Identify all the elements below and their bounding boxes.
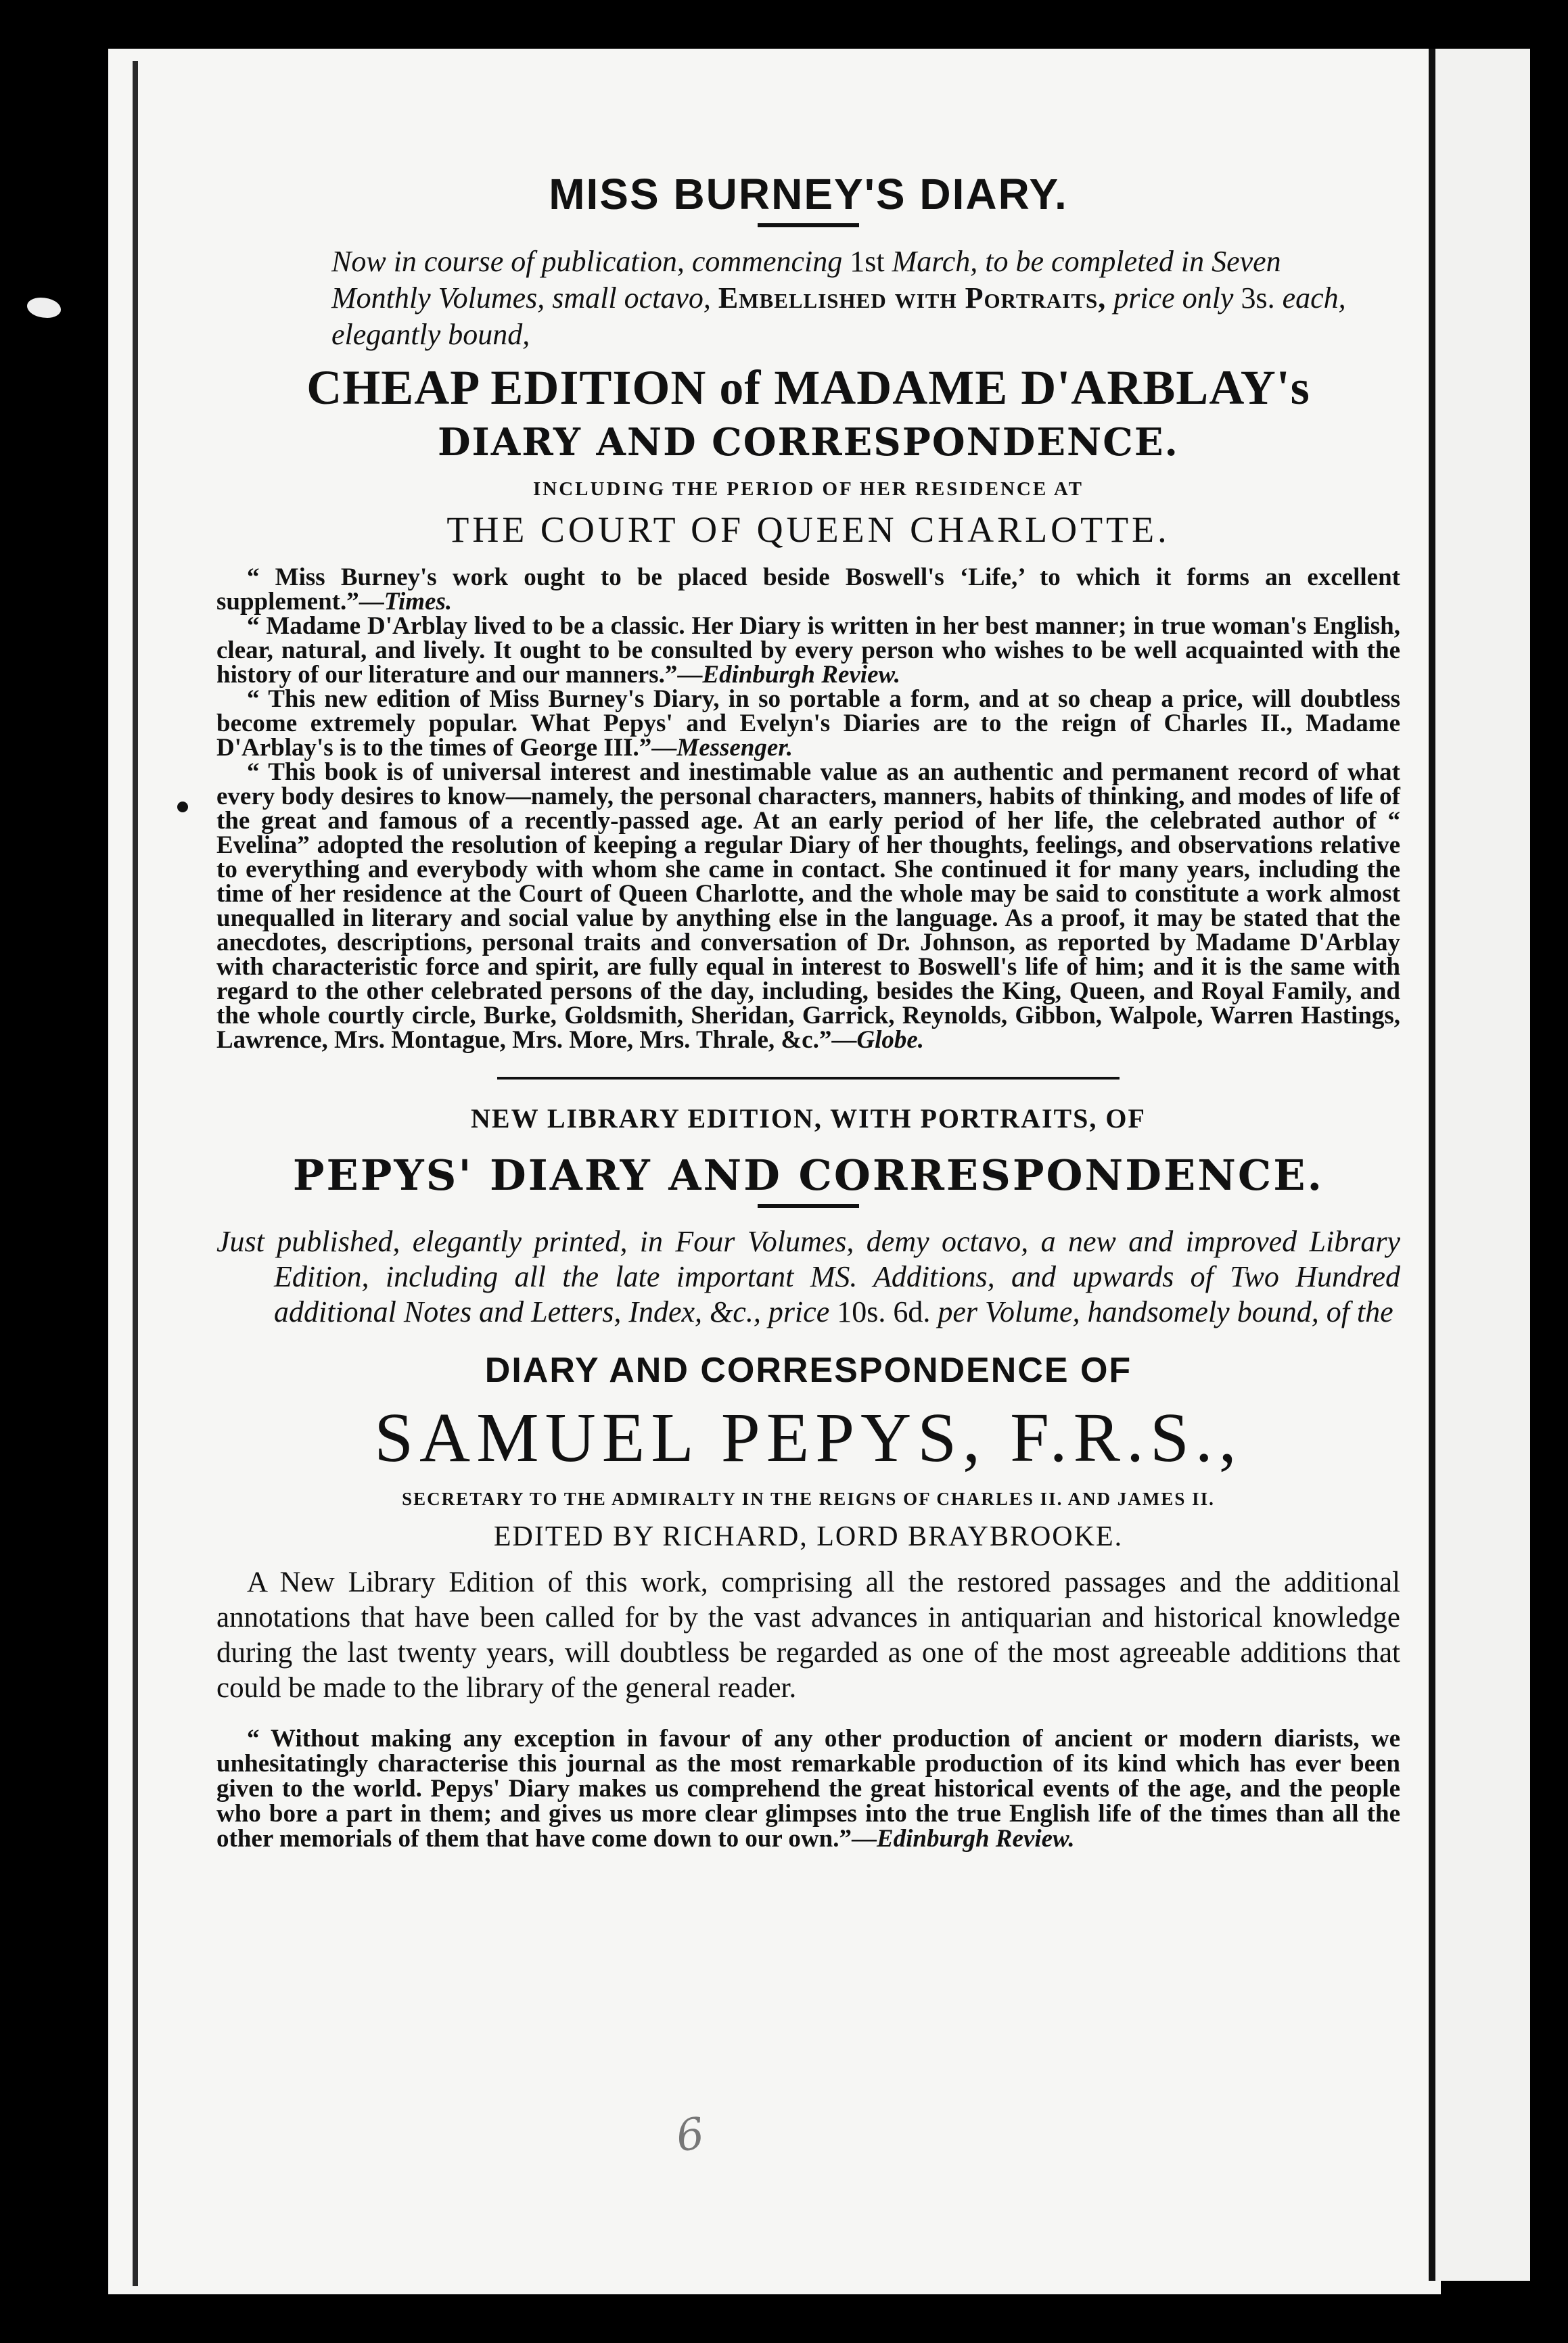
miss-burney-heading: MISS BURNEY'S DIARY. — [549, 170, 1068, 218]
intro-text-c: March, to be completed in Seven Monthly Volumes, small octavo, — [331, 245, 1281, 315]
quote-text: “ Miss Burney's work ought to be placed beside Boswell's ‘Life,’ to which it forms an excellent supplement.”— — [216, 563, 1400, 616]
ink-dot — [177, 802, 188, 812]
page-edge — [133, 61, 138, 2286]
review-quote — [216, 565, 1400, 614]
section-divider — [497, 1077, 1120, 1080]
pepys-diary-heading: PEPYS' DIARY AND CORRESPONDENCE. — [292, 1151, 1324, 1200]
intro-date: 1st — [850, 245, 885, 278]
intro-text-f: each, elegantly bound, — [331, 281, 1346, 351]
scan-mark — [27, 298, 61, 318]
intro-text-d: price only — [1106, 281, 1241, 315]
pepys-advertisement — [216, 1103, 1400, 1851]
quote-source: Edinburgh Review. — [876, 1825, 1075, 1853]
samuel-pepys-heading: SAMUEL PEPYS, F.R.S., — [374, 1399, 1243, 1477]
intro-text-a: Just published, elegantly printed, in Four Volumes, demy octavo, a new and improved Library Edition, including all the late important MS. Additions, and upwards of Two Hundred additional Notes and Letters, Index, &c., price — [216, 1225, 1400, 1328]
review-quote — [216, 614, 1400, 687]
intro-price: 10s. 6d. — [837, 1295, 931, 1328]
secretary-admiralty-line: SECRETARY TO THE ADMIRALTY IN THE REIGNS OF CHARLES II. AND JAMES II. — [402, 1489, 1215, 1509]
quote-source: Times. — [384, 588, 453, 616]
quote-text: “ Without making any exception in favour of any other production of ancient or modern diarists, we unhesitatingly characterise this journal as the most remarkable production of its kind which has ever been given to the world. Pepys' Diary makes us comprehend the great historical events of the age, and the people who bore a part in them; and gives us more clear glimpses into the true English life of the times than all the other memorials of them that have come down to our own.”— — [216, 1725, 1400, 1853]
intro-price: 3s. — [1241, 281, 1275, 315]
library-edition-paragraph: A New Library Edition of this work, comprising all the restored passages and the additional annotations that have been called for by the vast advances in antiquarian and historical knowledge during the last twenty years, will doubtless be regarded as one of the most agreeable additions that could be made to the library of the general reader. — [216, 1567, 1400, 1704]
diary-correspondence-of-heading: DIARY AND CORRESPONDENCE OF — [484, 1351, 1132, 1390]
burney-advertisement — [216, 169, 1400, 1052]
facing-page-edge — [1429, 49, 1435, 2281]
pepys-intro — [216, 1224, 1400, 1330]
quote-source: Messenger. — [676, 734, 793, 762]
intro-text-c: per Volume, handsomely bound, of the — [930, 1295, 1393, 1328]
facing-page — [1435, 49, 1530, 2281]
quote-text: “ This book is of universal interest and inestimable value as an authentic and permanent record of what every body desires to know—namely, the personal characters, manners, habits of thinking, and modes of life of the great and famous of a recently-passed age. At an early period of her life, the celebrated author of “ Evelina” adopted the resolution of keeping a regular Diary of her thoughts, feelings, and observations relative to everything and everybody with whom she came in contact. She continued it for many years, including the time of her residence at the Court of Queen Charlotte, and the whole may be said to constitute a work almost unequalled in literary and social value by anything else in the language. As a proof, it may be stated that the anecdotes, descriptions, personal traits and conversation of Dr. Johnson, as reported by Madame D'Arblay with characteristic force and spirit, are fully equal in interest to Boswell's life of him; and it is the same with regard to the other celebrated persons of the day, including, besides the King, Queen, and Royal Family, and the whole courtly circle, Burke, Goldsmith, Sheridan, Garrick, Reynolds, Gibbon, Walpole, Warren Hastings, Lawrence, Mrs. Montague, Mrs. More, Mrs. Thrale, &c.”— — [216, 758, 1400, 1054]
cheap-edition-heading: CHEAP EDITION of MADAME D'ARBLAY's — [306, 361, 1310, 415]
advertisement-page — [216, 142, 1400, 1851]
review-quote — [216, 760, 1400, 1052]
intro-text-a: Now in course of publication, commencing — [331, 245, 850, 278]
quote-text: “ Madame D'Arblay lived to be a classic. Her Diary is written in her best manner; in true woman's English, clear, natural, and lively. It ought to be consulted by every person who wishes to be well acquainted with the history of our literature and our manners.”— — [216, 612, 1400, 689]
diary-correspondence-heading: DIARY AND CORRESPONDENCE. — [437, 420, 1179, 465]
review-quote — [216, 687, 1400, 760]
quote-source: Globe. — [856, 1026, 925, 1054]
intro-embellished: Embellished with Portraits, — [718, 281, 1107, 315]
quote-text: “ This new edition of Miss Burney's Diary, in so portable a form, and at so cheap a price, will doubtless become extremely popular. What Pepys' and Evelyn's Diaries are to the reign of Charles II., Madame D'Arblay's is to the times of George III.”— — [216, 685, 1400, 762]
handwritten-page-number: 6 — [673, 2108, 708, 2162]
review-quote — [216, 1726, 1400, 1851]
including-period-line: INCLUDING THE PERIOD OF HER RESIDENCE AT — [533, 478, 1084, 500]
heading-rule — [758, 223, 859, 227]
quote-source: Edinburgh Review. — [702, 661, 901, 689]
new-library-edition-line: NEW LIBRARY EDITION, WITH PORTRAITS, OF — [471, 1103, 1146, 1134]
burney-intro — [331, 243, 1387, 353]
court-queen-charlotte-heading: THE COURT OF QUEEN CHARLOTTE. — [446, 509, 1170, 550]
edited-by-line: EDITED BY RICHARD, LORD BRAYBROOKE. — [493, 1521, 1124, 1552]
heading-rule — [758, 1204, 859, 1208]
